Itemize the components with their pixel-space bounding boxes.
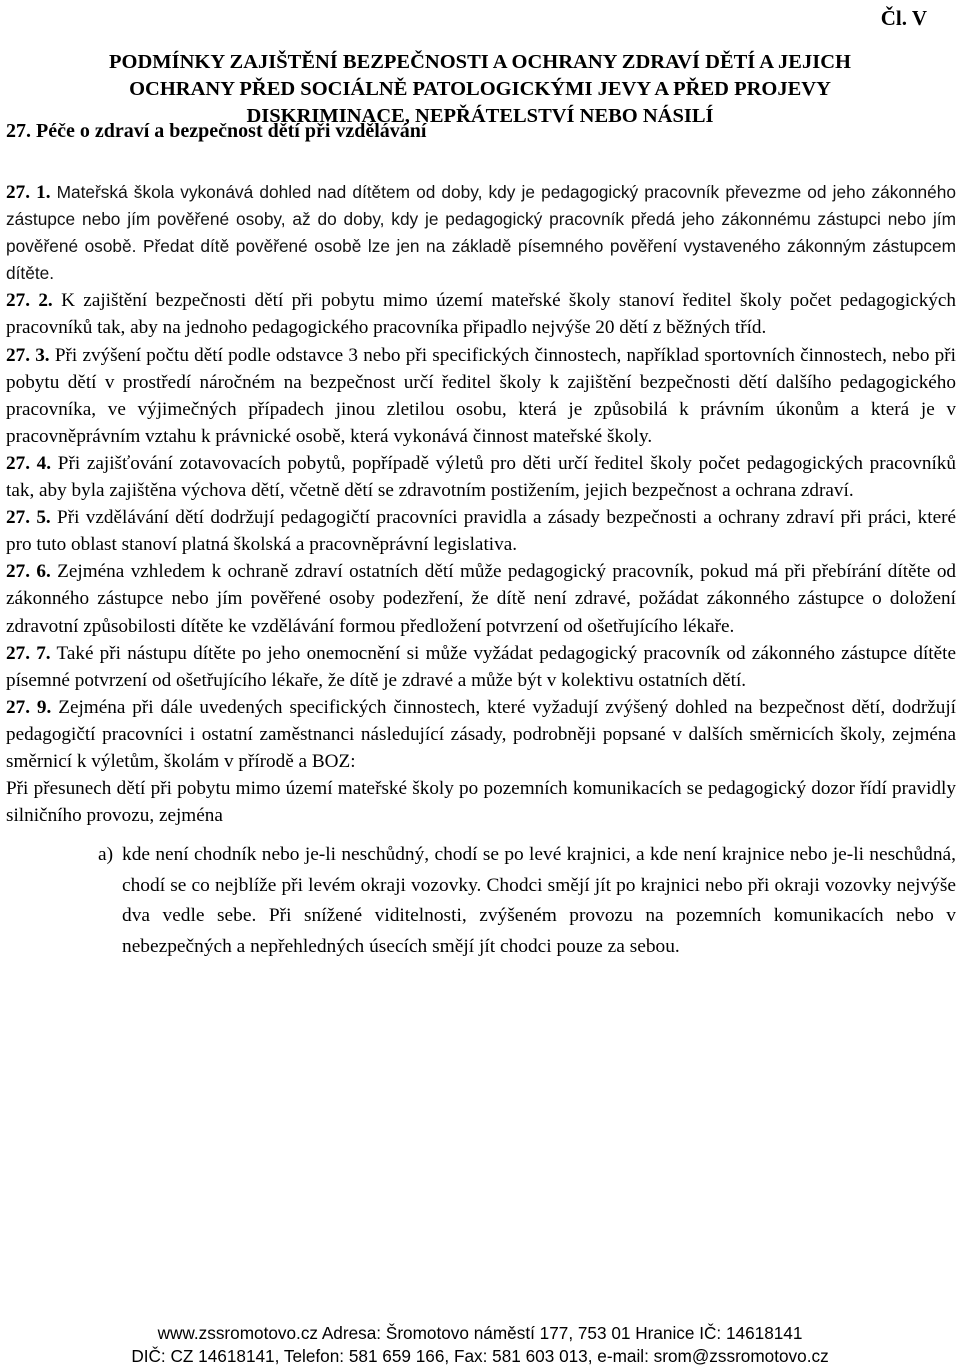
chapter-title-line: DISKRIMINACE, NEPŘÁTELSTVÍ NEBO NÁSILÍ bbox=[246, 105, 714, 127]
paragraph-27-6 bbox=[6, 558, 956, 639]
paragraph-road-rules bbox=[6, 775, 956, 829]
chapter-title-line: PODMÍNKY ZAJIŠTĚNÍ BEZPEČNOSTI A OCHRANY ZDRAVÍ DĚTÍ A JEJICH bbox=[109, 51, 851, 73]
paragraph-text: Při přesunech dětí při pobytu mimo území mateřské školy po pozemních komunikacích se pedagogický dozor řídí pravidly silničního provozu, zejména bbox=[6, 778, 956, 827]
paragraph-27-3 bbox=[6, 342, 956, 450]
paragraph-27-1 bbox=[6, 179, 956, 287]
paragraph-text: Také při nástupu dítěte po jeho onemocnění si může vyžádat pedagogický pracovník od zákonného zástupce dítěte písemné potvrzení od ošetřujícího lékaře, že dítě je zdravé a může být v kolektivu ostatních dětí. bbox=[6, 642, 957, 691]
page-footer bbox=[0, 1322, 960, 1368]
paragraph-number: 27. 2. bbox=[6, 290, 53, 312]
paragraph-number: 27. 9. bbox=[6, 696, 52, 718]
paragraph-text: Při zajišťování zotavovacích pobytů, popřípadě výletů pro děti určí ředitel školy počet pedagogických pracovníků tak, aby byla zajištěna výchova dětí, včetně dětí se zdravotním postižením, jejich bezpečnost a ochrana zdraví. bbox=[6, 452, 956, 502]
paragraph-27-7 bbox=[6, 640, 956, 694]
paragraph-27-9 bbox=[6, 694, 956, 775]
paragraph-number: 27. 6. bbox=[6, 561, 51, 583]
paragraph-27-2 bbox=[6, 287, 956, 341]
paragraph-number: 27. 7. bbox=[6, 642, 51, 664]
list-item-text: kde není chodník nebo je-li neschůdný, chodí se po levé krajnici, a kde není krajnice nebo je-li neschůdná, chodí se co nejblíže při levém okraji vozovky. Chodci smějí jít po krajnici nebo při okraji vozovky nejvýše dva vedle sebe. Při snížené viditelnosti, zvýšeném provozu na pozemních komunikacích nebo v nebezpečných a nepřehledných úsecích smějí jít chodci pouze za sebou. bbox=[122, 844, 956, 957]
document-body bbox=[6, 179, 956, 962]
paragraph-number: 27. 1. bbox=[6, 182, 51, 203]
article-number: Čl. V bbox=[880, 6, 927, 30]
chapter-title-line: OCHRANY PŘED SOCIÁLNĚ PATOLOGICKÝMI JEVY A PŘED PROJEVY bbox=[129, 78, 831, 100]
footer-line: DIČ: CZ 14618141, Telefon: 581 659 166, Fax: 581 603 013, e-mail: srom@zssromotovo.cz bbox=[131, 1346, 829, 1366]
paragraph-number: 27. 3. bbox=[6, 344, 50, 366]
paragraph-number: 27. 5. bbox=[6, 507, 51, 529]
paragraph-text: K zajištění bezpečnosti dětí při pobytu mimo území mateřské školy stanoví ředitel školy počet pedagogických pracovníků tak, aby na jednoho pedagogického pracovníka připadlo nejvýše 20 dětí z běžných tříd. bbox=[6, 290, 956, 339]
list-marker: a) bbox=[98, 844, 114, 866]
paragraph-27-5 bbox=[6, 504, 956, 558]
footer-line: www.zssromotovo.cz Adresa: Šromotovo náměstí 177, 753 01 Hranice IČ: 14618141 bbox=[157, 1323, 803, 1343]
paragraph-text: Zejména vzhledem k ochraně zdraví ostatních dětí může pedagogický pracovník, pokud má při přebírání dítěte od zákonného zástupce nebo jím pověřené osoby podezření, že dítě není zdravé, požádat zákonného zástupce o doložení zdravotní způsobilosti dítěte ke vzdělávání formou předložení potvrzení od ošetřujícího lékaře. bbox=[6, 561, 957, 637]
section-heading: 27. Péče o zdraví a bezpečnost dětí při vzdělávání bbox=[6, 120, 427, 142]
list-item bbox=[6, 840, 956, 962]
rules-list bbox=[6, 840, 956, 962]
paragraph-text: Zejména při dále uvedených specifických činnostech, které vyžadují zvýšený dohled na bezpečnost dětí, dodržují pedagogičtí pracovníci i ostatní zaměstnanci následující zásady, podrobněji popsané v dalších směrnicích školy, zejména směrnicí k výletům, školám v přírodě a BOZ: bbox=[6, 696, 957, 772]
paragraph-number: 27. 4. bbox=[6, 452, 52, 474]
paragraph-text: Mateřská škola vykonává dohled nad dítětem od doby, kdy je pedagogický pracovník převezme od jeho zákonného zástupce nebo jím pověřené osoby, až do doby, kdy je pedagogický pracovník předá jeho zákonnému zástupci nebo jím pověřené osobě. Předat dítě pověřené osobě lze jen na základě písemného pověření vystaveného zákonným zástupcem dítěte. bbox=[6, 182, 956, 284]
paragraph-text: Při zvýšení počtu dětí podle odstavce 3 nebo při specifických činnostech, například sportovních činnostech, nebo při pobytu dětí v prostředí náročném na bezpečnost určí ředitel školy k zajištění bezpečnosti dětí dalšího pedagogického pracovníka, ve výjimečných případech jinou zletilou osobu, která je způsobilá k právním úkonům a která je v pracovněprávním vztahu k právnické osobě, která vykonává činnost mateřské školy. bbox=[6, 344, 956, 447]
paragraph-27-4 bbox=[6, 450, 956, 504]
paragraph-text: Při vzdělávání dětí dodržují pedagogičtí pracovníci pravidla a zásady bezpečnosti a ochrany zdraví při práci, které pro tuto oblast stanoví platná školská a pracovněprávní legislativa. bbox=[6, 507, 956, 556]
